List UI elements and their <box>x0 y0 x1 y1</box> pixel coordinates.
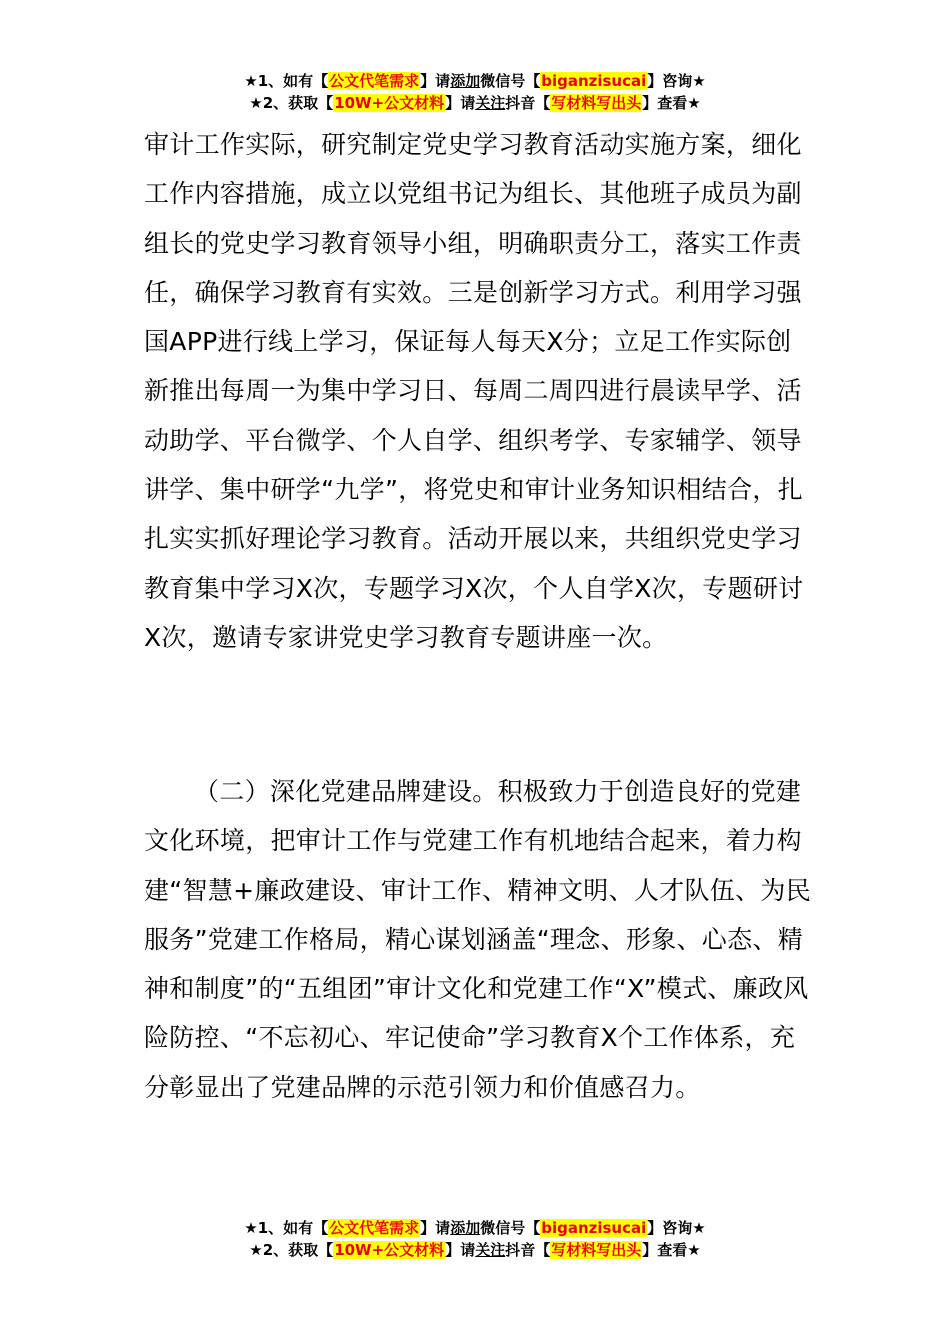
banner-highlight-materials: 10W+公文材料 <box>334 94 445 112</box>
banner-text: 】查看★ <box>642 1241 701 1259</box>
banner-highlight-wechat: biganzisucai <box>541 72 647 90</box>
banner-emphasis: 添加 <box>450 1219 481 1237</box>
banner-line-1 <box>0 70 950 92</box>
banner-text: 】请 <box>420 1219 451 1237</box>
banner-text: 微信号【 <box>480 72 541 90</box>
banner-text: 】请 <box>420 72 451 90</box>
paragraph-text: 审计工作实际，研究制定党史学习教育活动实施方案，细化工作内容措施，成立以党组书记为组长、其他班子成员为副组长的党史学习教育领导小组，明确职责分工，落实工作责任，确保学习教育有实效。三是创新学习方式。利用学习强国APP进行线上学习，保证每人每天X分；立足工作实际创新推出每周一为集中学习日、每周二周四进行晨读早学、活动助学、平台微学、个人自学、组织考学、专家辅学、领导讲学、集中研学“九学”，将党史和审计业务知识相结合，扎扎实实抓好理论学习教育。活动开展以来，共组织党史学习教育集中学习X次，专题学习X次，个人自学X次，专题研讨X次，邀请专家讲党史学习教育专题讲座一次。 <box>144 130 804 652</box>
banner-highlight-materials: 10W+公文材料 <box>334 1241 445 1259</box>
banner-text: 微信号【 <box>480 1219 541 1237</box>
footer-banner <box>0 1217 950 1261</box>
banner-highlight-service: 公文代笔需求 <box>329 1219 420 1237</box>
banner-text: 】咨询★ <box>647 1219 706 1237</box>
banner-text: 抖音【 <box>505 1241 551 1259</box>
banner-text: 】查看★ <box>642 94 701 112</box>
banner-text: 抖音【 <box>505 94 551 112</box>
banner-highlight-douyin: 写材料写出头 <box>551 1241 642 1259</box>
banner-highlight-douyin: 写材料写出头 <box>551 94 642 112</box>
banner-text: 】请 <box>445 94 476 112</box>
banner-text: ★2、获取【 <box>249 1241 334 1259</box>
banner-text: ★2、获取【 <box>249 94 334 112</box>
banner-emphasis: 关注 <box>475 1241 506 1259</box>
banner-highlight-service: 公文代笔需求 <box>329 72 420 90</box>
banner-text: 】请 <box>445 1241 476 1259</box>
banner-text: 】咨询★ <box>647 72 706 90</box>
banner-emphasis: 关注 <box>475 94 506 112</box>
banner-line-2 <box>0 1239 950 1261</box>
banner-emphasis: 添加 <box>450 72 481 90</box>
header-banner <box>0 70 950 114</box>
banner-text: ★1、如有【 <box>244 72 329 90</box>
document-paragraph-1 <box>144 120 814 662</box>
document-paragraph-2 <box>144 767 814 1112</box>
paragraph-text: （二）深化党建品牌建设。积极致力于创造良好的党建文化环境，把审计工作与党建工作有机地结合起来，着力构建“智慧+廉政建设、审计工作、精神文明、人才队伍、为民服务”党建工作格局，精心谋划涵盖“理念、形象、心态、精神和制度”的“五组团”审计文化和党建工作“X”模式、廉政风险防控、“不忘初心、牢记使命”学习教育X个工作体系，充分彰显出了党建品牌的示范引领力和价值感召力。 <box>144 777 812 1102</box>
banner-line-2 <box>0 92 950 114</box>
banner-line-1 <box>0 1217 950 1239</box>
banner-highlight-wechat: biganzisucai <box>541 1219 647 1237</box>
banner-text: ★1、如有【 <box>244 1219 329 1237</box>
